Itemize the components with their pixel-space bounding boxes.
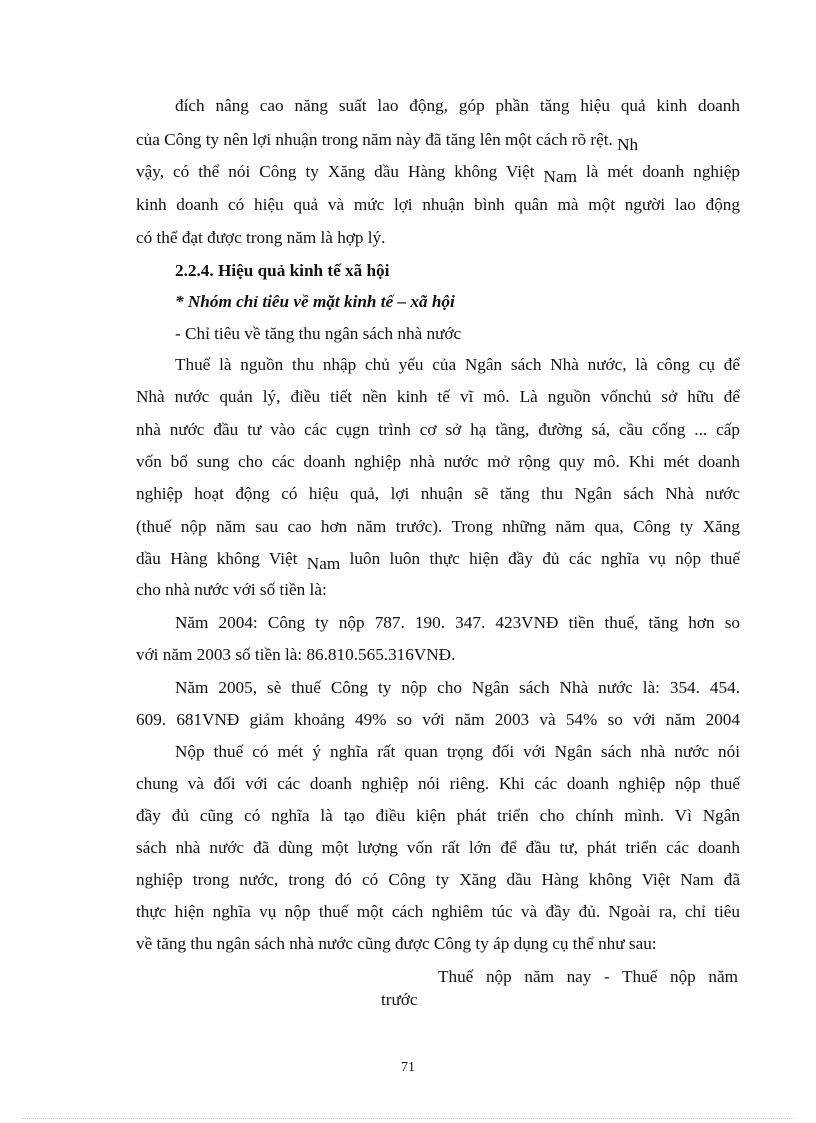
paragraph-line: Năm 2005, sè thuế Công ty nộp cho Ngân sách Nhà nước là: 354. 454.	[175, 678, 740, 697]
paragraph-line: 609. 681VNĐ giảm khoảng 49% so với năm 2003 và 54% so với năm 2004	[136, 710, 740, 729]
formula-continuation: trước	[381, 990, 418, 1009]
text-run: luôn luôn thực hiện đầy đủ các nghĩa vụ nộp thuế	[349, 549, 741, 568]
page-number: 71	[401, 1060, 415, 1075]
paragraph-line: sách nhà nước đã dùng một lượng vốn rất lớn để đầu tư, phát triển các doanh	[136, 838, 740, 857]
paragraph-line	[136, 128, 740, 152]
paragraph-line: (thuế nộp năm sau cao hơn năm trước). Trong những năm qua, Công ty Xăng	[136, 517, 740, 536]
paragraph-line: Thuế là nguồn thu nhập chủ yếu của Ngân sách Nhà nước, là công cụ để	[175, 355, 740, 374]
paragraph-line: với năm 2003 số tiền là: 86.810.565.316VNĐ.	[136, 645, 456, 664]
paragraph-line: đầy đủ cũng có nghĩa là tạo điều kiện phát triển cho chính mình. Vì Ngân	[136, 806, 740, 825]
paragraph-line: đích nâng cao năng suất lao động, góp phần tăng hiệu quả kinh doanh	[175, 96, 740, 115]
paragraph-line: chung và đối với các doanh nghiệp nói riêng. Khi các doanh nghiệp nộp thuế	[136, 774, 740, 793]
paragraph-line: thực hiện nghĩa vụ nộp thuế một cách nghiêm túc và đầy đủ. Ngoài ra, chỉ tiêu	[136, 902, 740, 921]
list-item: - Chỉ tiêu về tăng thu ngân sách nhà nước	[175, 324, 462, 343]
text-run-subscript: Nam	[306, 554, 341, 573]
paragraph-line: nghiệp trong nước, trong đó có Công ty Xăng dầu Hàng không Việt Nam đã	[136, 870, 740, 889]
text-run: là mét doanh nghiệp	[585, 162, 741, 181]
paragraph-line: Nhà nước quản lý, điều tiết nền kinh tế vĩ mô. Là nguồn vốnchủ sở hữu để	[136, 387, 740, 406]
paragraph-line: cho nhà nước với số tiền là:	[136, 580, 327, 599]
paragraph-line: vốn bổ sung cho các doanh nghiệp nhà nước mở rộng quy mô. Khi mét doanh	[136, 452, 740, 471]
text-run-subscript: Nh	[617, 135, 639, 154]
paragraph-line: nhà nước đầu tư vào các cụgn trình cơ sở hạ tầng, đường sá, cầu cống ... cấp	[136, 420, 740, 439]
paragraph-line: có thể đạt được trong năm là hợp lý.	[136, 228, 386, 247]
paragraph-line	[136, 547, 740, 571]
text-run-subscript: Nam	[543, 167, 577, 186]
paragraph-line: Năm 2004: Công ty nộp 787. 190. 347. 423VNĐ tiền thuế, tăng hơn so	[175, 613, 740, 632]
paragraph-line	[136, 160, 740, 184]
text-run: của Công ty nên lợi nhuận trong năm này đã tăng lên một cách rõ rệt.	[136, 130, 613, 149]
paragraph-line: nghiệp hoạt động có hiệu quả, lợi nhuận sẽ tăng thu Ngân sách Nhà nước	[136, 484, 740, 503]
formula-numerator: Thuế nộp năm nay - Thuế nộp năm	[438, 967, 738, 986]
text-run: dầu Hàng không Việt	[136, 549, 298, 568]
subsection-heading: * Nhóm chỉ tiêu về mặt kinh tế – xã hội	[175, 292, 455, 311]
page-bottom-rule	[22, 1118, 794, 1119]
text-run: vậy, có thể nói Công ty Xăng dầu Hàng không Việt	[136, 162, 535, 181]
section-heading: 2.2.4. Hiệu quả kinh tế xã hội	[175, 261, 390, 280]
paragraph-line: Nộp thuế có mét ý nghĩa rất quan trọng đối với Ngân sách nhà nước nói	[175, 742, 740, 761]
paragraph-line: kinh doanh có hiệu quả và mức lợi nhuận bình quân mà một người lao động	[136, 195, 740, 214]
paragraph-line: về tăng thu ngân sách nhà nước cũng được Công ty áp dụng cụ thể như sau:	[136, 934, 657, 953]
